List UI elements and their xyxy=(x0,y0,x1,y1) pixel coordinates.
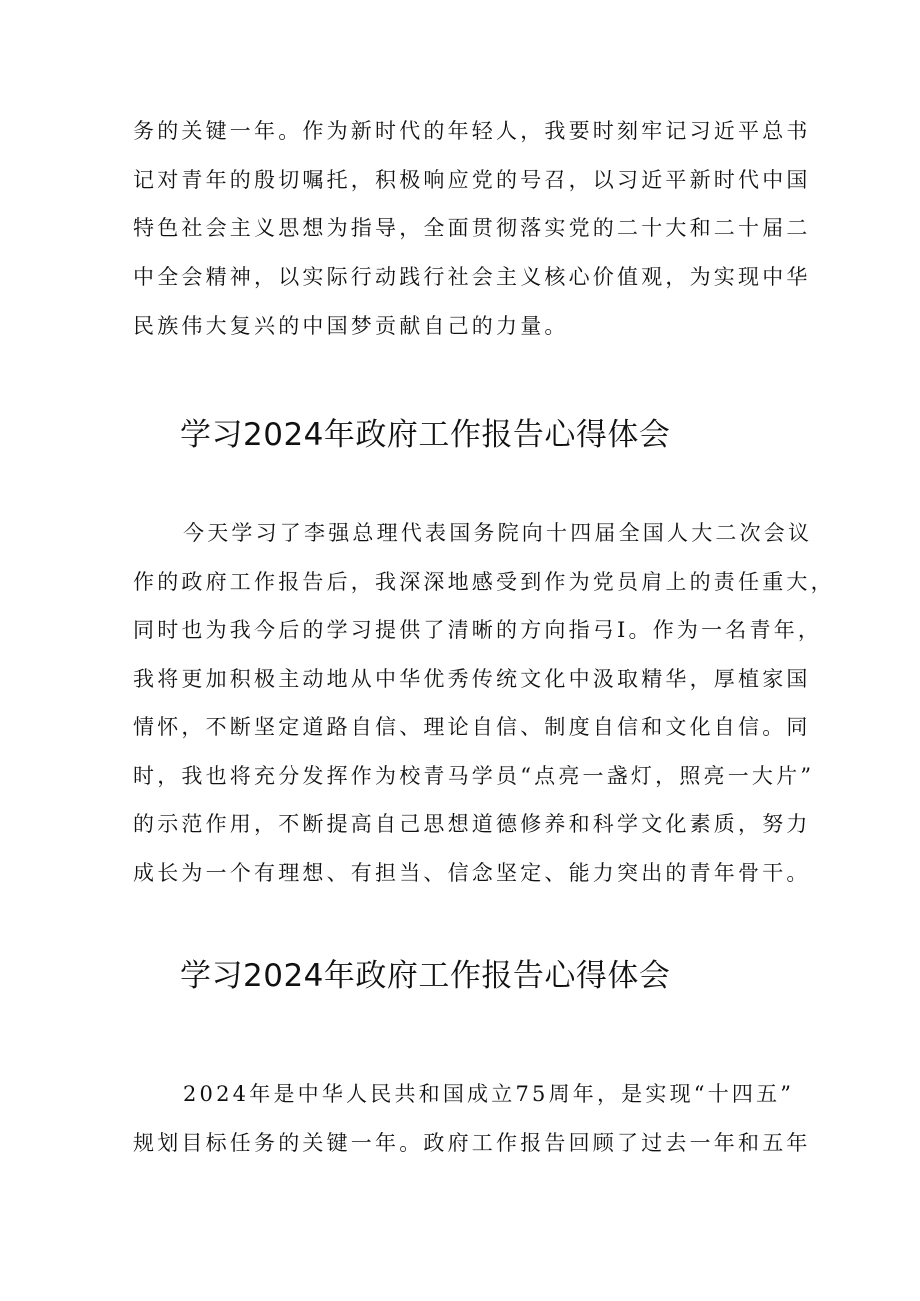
paragraph-line: 规划目标任务的关键一年。政府工作报告回顾了过去一年和五年 xyxy=(133,1131,811,1155)
paragraph-line: 记对青年的殷切嘱托，积极响应党的号召，以习近平新时代中国 xyxy=(133,168,811,192)
paragraph-line: 时，我也将充分发挥作为校青马学员“点亮一盏灯，照亮一大片” xyxy=(133,764,815,788)
paragraph-line: 中全会精神，以实际行动践行社会主义核心价值观，为实现中华 xyxy=(133,265,811,289)
paragraph-line: 成长为一个有理想、有担当、信念坚定、能力突出的青年骨干。 xyxy=(133,861,811,885)
article-title: 学习2024年政府工作报告心得体会 xyxy=(180,417,671,453)
paragraph-line: 同时也为我今后的学习提供了清晰的方向指弓I。作为一名青年， xyxy=(133,618,823,642)
paragraph-line: 今天学习了李强总理代表国务院向十四届全国人大二次会议 xyxy=(183,521,813,545)
paragraph-line: 情怀，不断坚定道路自信、理论自信、制度自信和文化自信。同 xyxy=(133,715,811,739)
paragraph-line: 特色社会主义思想为指导，全面贯彻落实党的二十大和二十届二 xyxy=(133,216,811,240)
article-title: 学习2024年政府工作报告心得体会 xyxy=(180,958,671,994)
paragraph-line: 作的政府工作报告后，我深深地感受到作为党员肩上的责任重大， xyxy=(133,570,835,594)
paragraph-line: 民族伟大复兴的中国梦贡献自己的力量。 xyxy=(133,314,569,338)
paragraph-line: 2024年是中华人民共和国成立75周年，是实现“十四五” xyxy=(183,1082,795,1106)
paragraph-line: 我将更加积极主动地从中华优秀传统文化中汲取精华，厚植家国 xyxy=(133,667,811,691)
paragraph-line: 务的关键一年。作为新时代的年轻人，我要时刻牢记习近平总书 xyxy=(133,119,811,143)
paragraph-line: 的示范作用，不断提高自己思想道德修养和科学文化素质，努力 xyxy=(133,812,811,836)
